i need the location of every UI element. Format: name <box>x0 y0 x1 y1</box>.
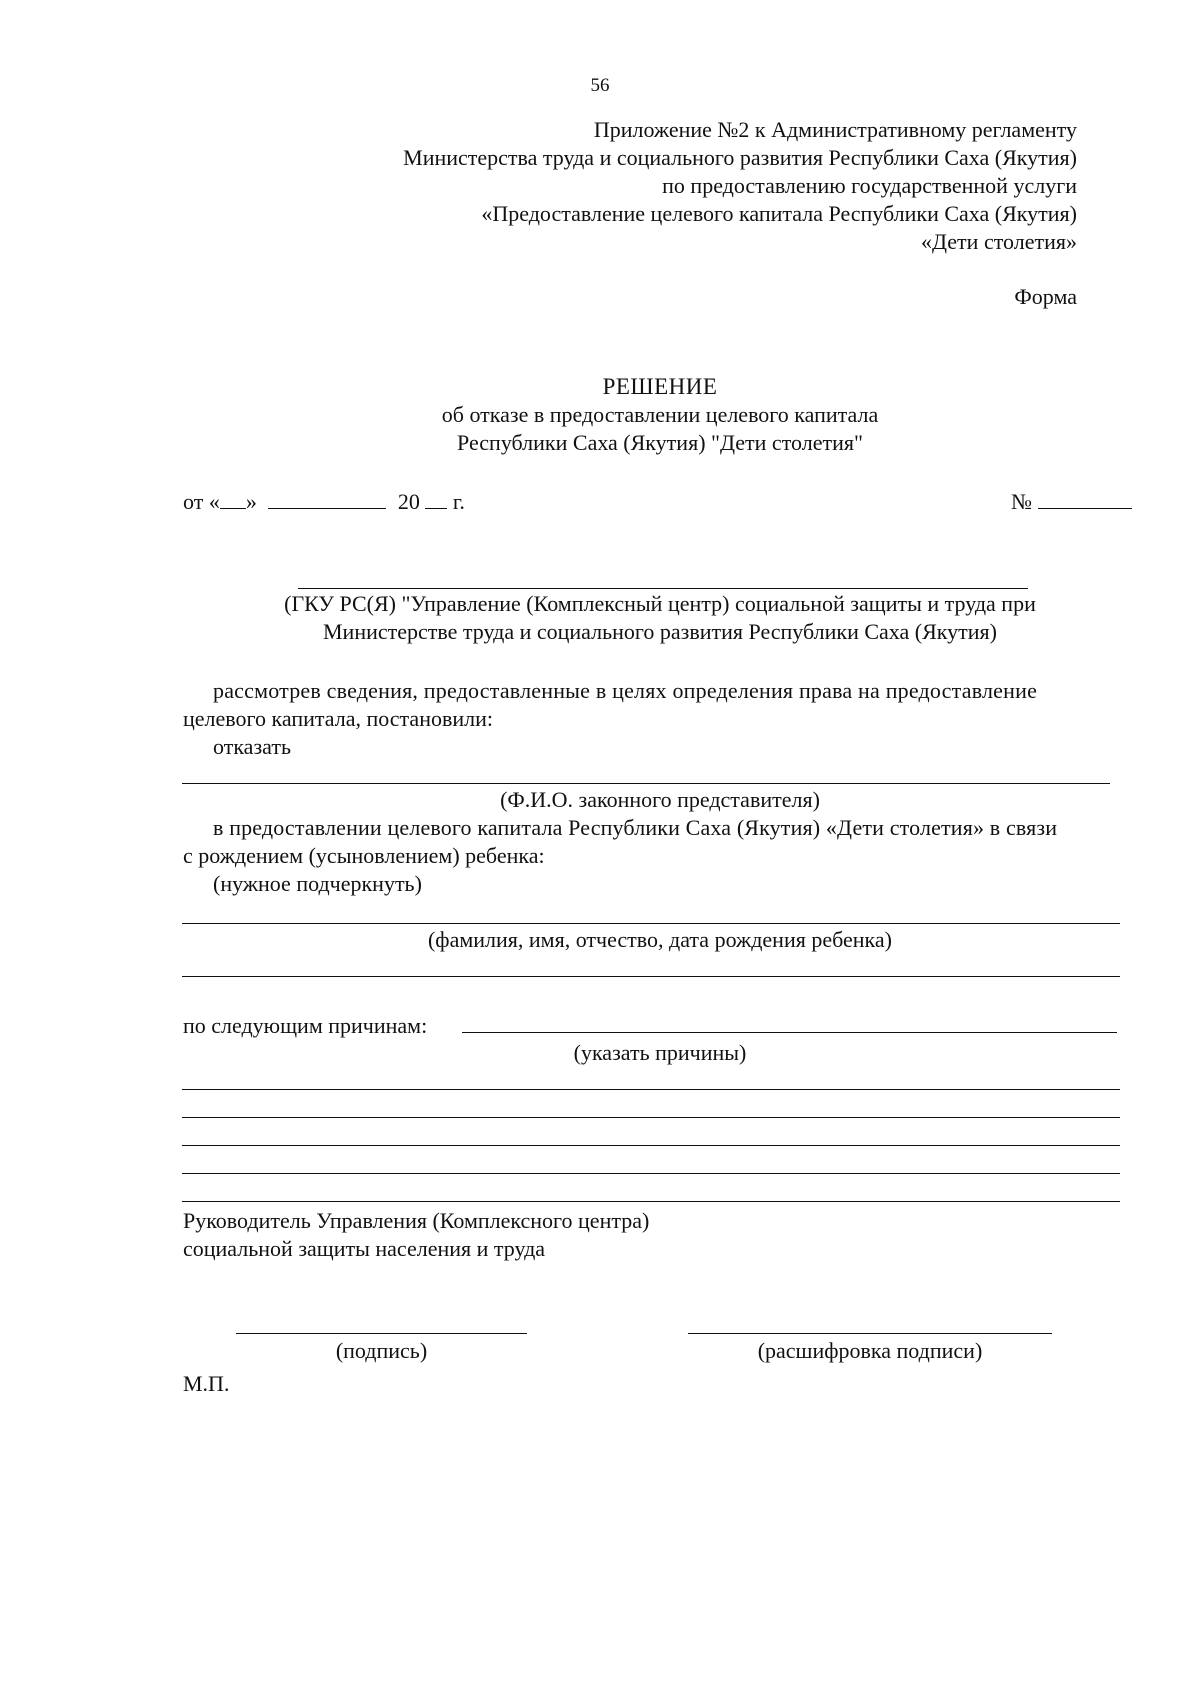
form-label: Форма <box>1014 284 1077 309</box>
document-subtitle-2: Республики Саха (Якутия) "Дети столетия" <box>457 430 863 455</box>
head-title-line-1: Руководитель Управления (Комплексного центра) <box>183 1208 650 1233</box>
reasons-blank-line-3[interactable] <box>182 1145 1120 1146</box>
para2-line-2: с рождением (усыновлением) ребенка: <box>183 843 545 868</box>
reasons-blank-line-1[interactable] <box>182 1089 1120 1090</box>
page-number: 56 <box>590 75 610 96</box>
document-title: РЕШЕНИЕ <box>602 374 718 399</box>
org-line-2: Министерстве труда и социального развития Республики Саха (Якутия) <box>322 619 997 644</box>
header-line-2: Министерства труда и социального развития Республики Саха (Якутия) <box>403 145 1077 170</box>
document-subtitle-1: об отказе в предоставлении целевого капитала <box>441 402 879 427</box>
para2-line-1: в предоставлении целевого капитала Республики Саха (Якутия) «Дети столетия» в связи <box>213 815 1058 840</box>
date-quote-close: » <box>245 489 257 514</box>
org-blank-line[interactable] <box>298 588 1028 589</box>
para1-line-1: рассмотрев сведения, предоставленные в целях определения права на предоставление <box>213 678 1038 703</box>
reasons-blank-line-inline[interactable] <box>462 1032 1117 1033</box>
reasons-label: по следующим причинам: <box>183 1013 428 1038</box>
signature-decode-blank-line[interactable] <box>688 1333 1052 1334</box>
reasons-blank-line-5[interactable] <box>182 1201 1120 1202</box>
day-blank[interactable] <box>220 486 246 509</box>
header-line-1: Приложение №2 к Административному регламенту <box>593 117 1077 142</box>
signature-decode-caption: (расшифровка подписи) <box>757 1338 983 1363</box>
year-prefix: 20 <box>397 489 420 514</box>
child-caption: (фамилия, имя, отчество, дата рождения ребенка) <box>427 927 892 952</box>
header-line-5: «Дети столетия» <box>921 229 1077 254</box>
stamp-label: М.П. <box>183 1371 230 1396</box>
representative-caption: (Ф.И.О. законного представителя) <box>500 787 820 812</box>
underline-note: (нужное подчеркнуть) <box>213 871 422 896</box>
org-line-1: (ГКУ РС(Я) "Управление (Комплексный центр) социальной защиты и труда при <box>284 591 1036 616</box>
signature-caption: (подпись) <box>335 1338 428 1363</box>
signature-blank-line[interactable] <box>236 1333 527 1334</box>
number-blank[interactable] <box>1038 486 1132 509</box>
child-blank-line-1[interactable] <box>182 923 1120 924</box>
reasons-blank-line-2[interactable] <box>182 1117 1120 1118</box>
date-prefix: от « <box>183 489 220 514</box>
header-line-3: по предоставлению государственной услуги <box>662 173 1077 198</box>
head-title-line-2: социальной защиты населения и труда <box>183 1236 546 1261</box>
reasons-blank-line-4[interactable] <box>182 1173 1120 1174</box>
date-field <box>183 486 465 516</box>
number-field <box>1011 486 1132 516</box>
reasons-caption: (указать причины) <box>573 1040 747 1065</box>
child-blank-line-2[interactable] <box>182 976 1120 977</box>
representative-blank-line[interactable] <box>182 783 1110 784</box>
year-blank[interactable] <box>425 486 447 509</box>
number-label: № <box>1011 489 1032 514</box>
para1-line-2: целевого капитала, постановили: <box>183 706 493 731</box>
month-blank[interactable] <box>268 486 386 509</box>
header-line-4: «Предоставление целевого капитала Республики Саха (Якутия) <box>481 201 1077 226</box>
year-suffix: г. <box>452 489 465 514</box>
refuse-word: отказать <box>213 734 291 759</box>
